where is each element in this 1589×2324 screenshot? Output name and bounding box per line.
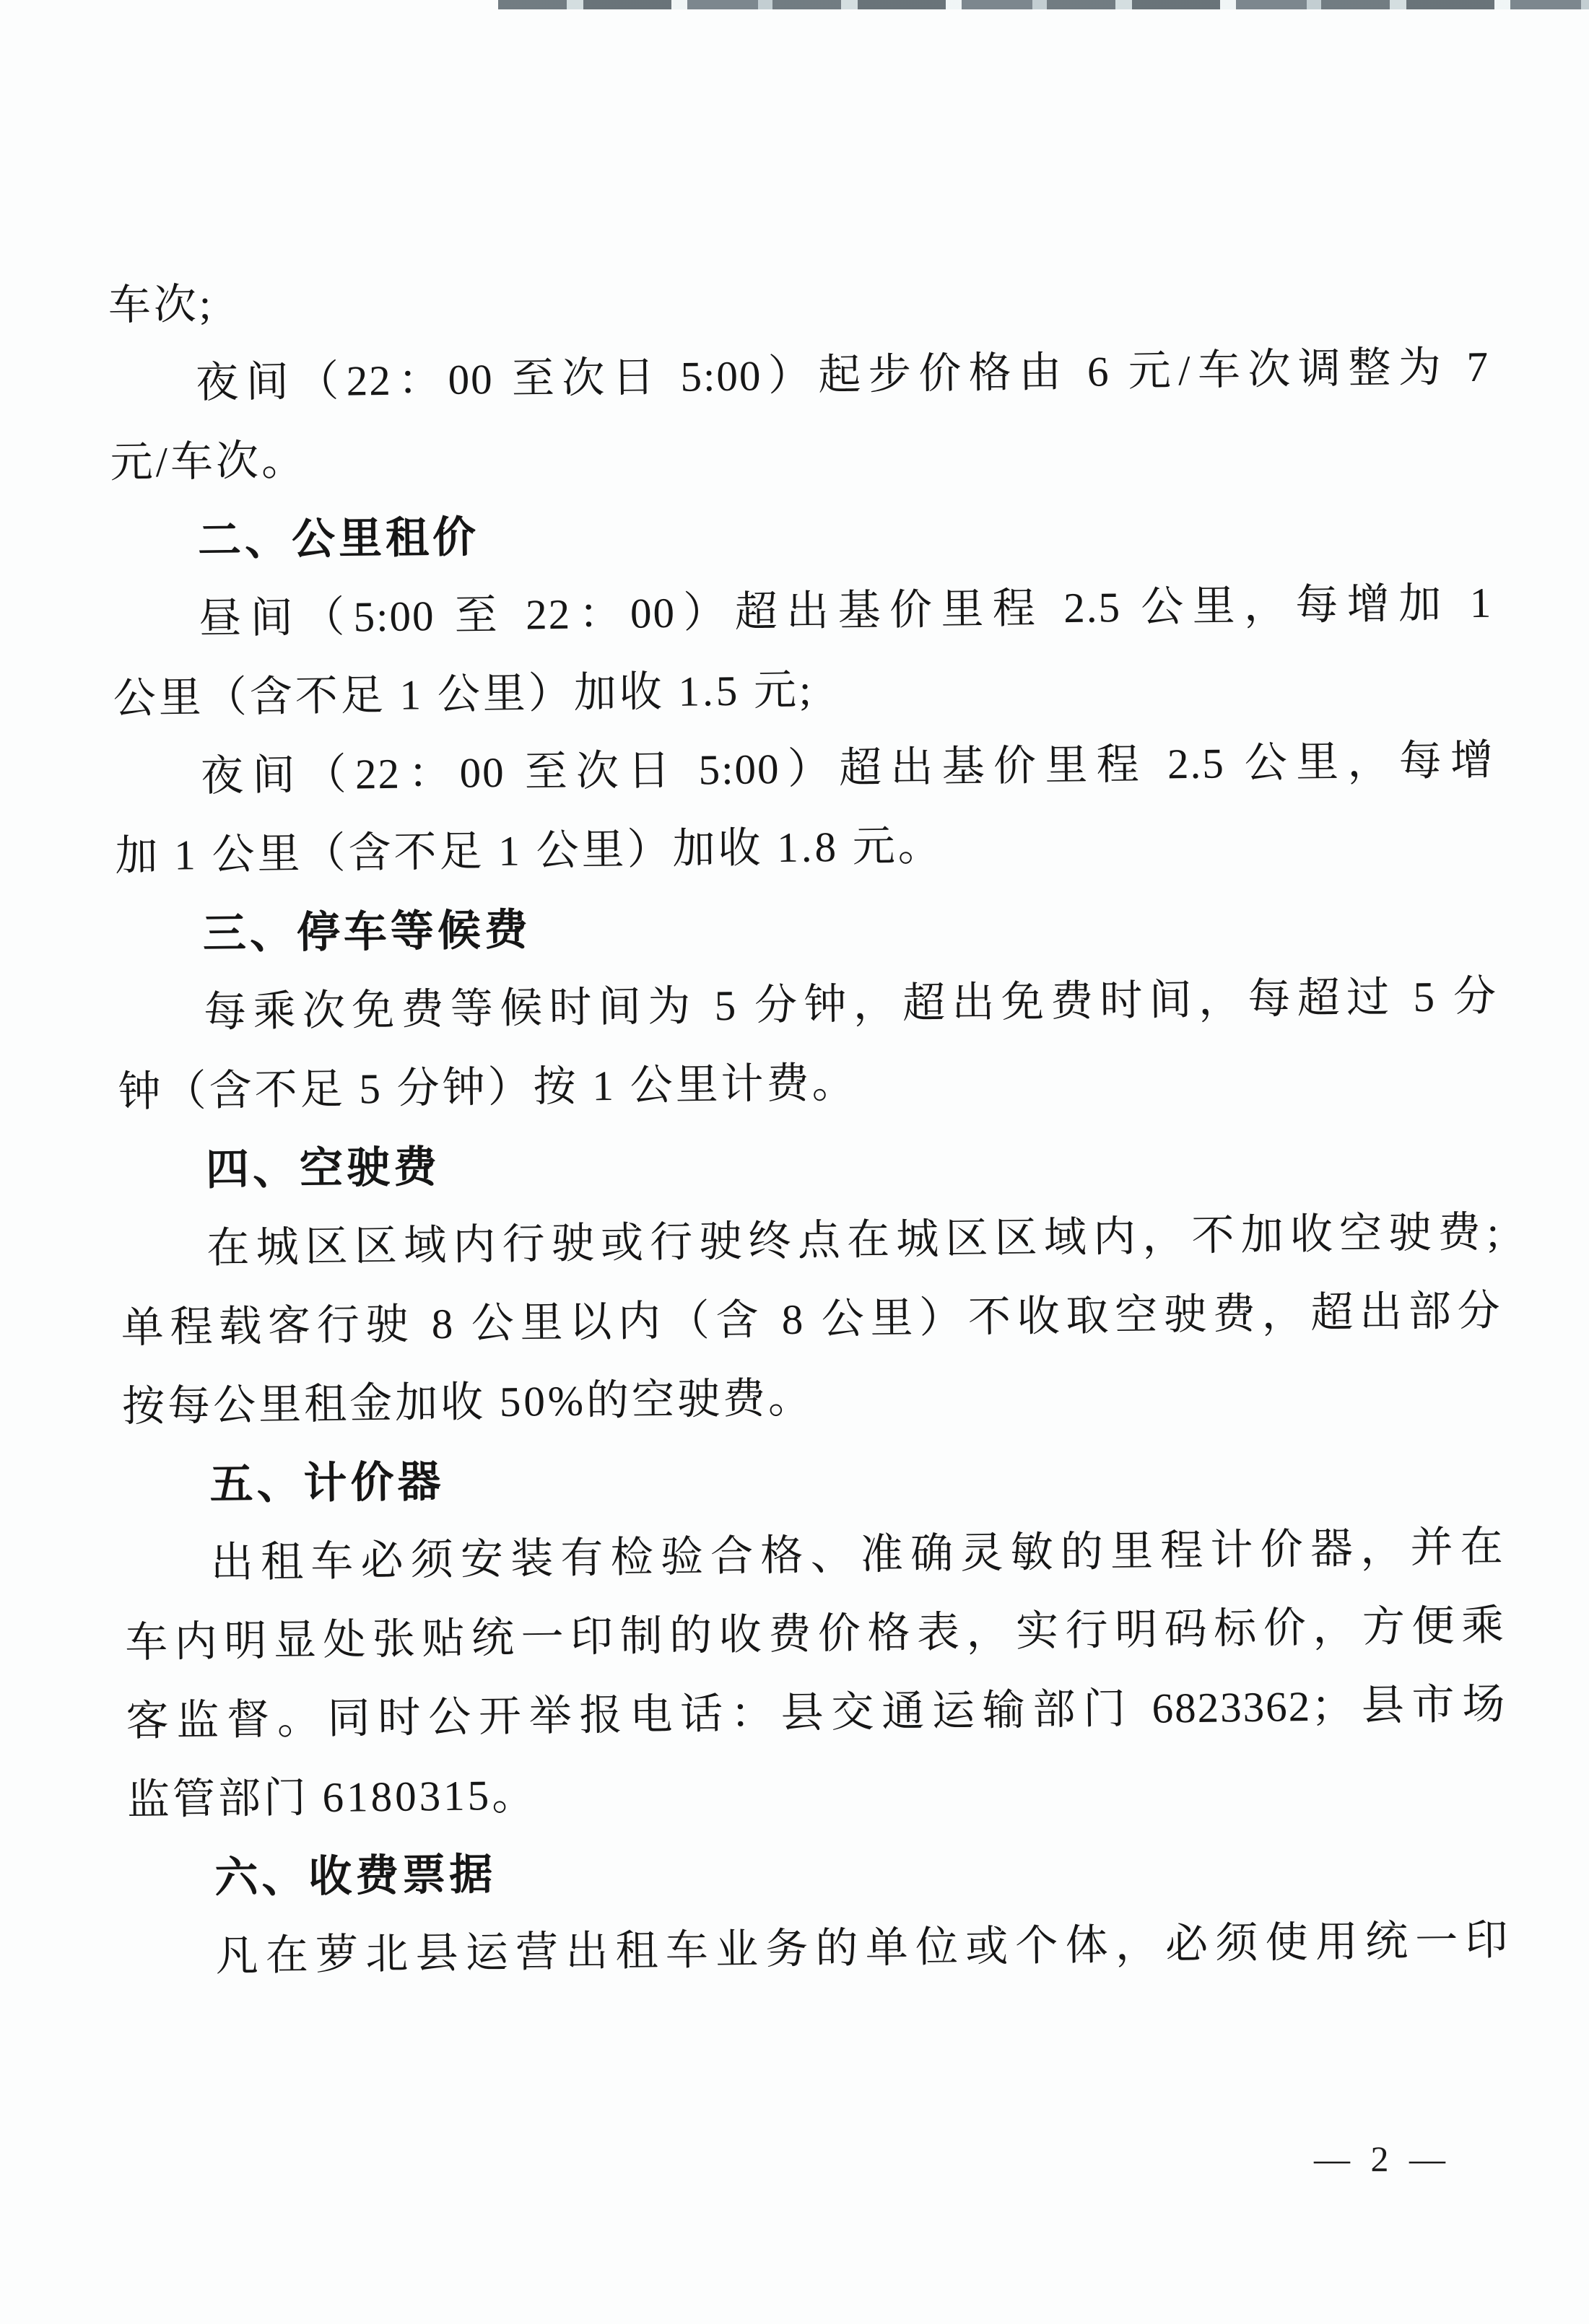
- document-line: 凡在萝北县运营出租车业务的单位或个体，必须使用统一印: [215, 1915, 1510, 1980]
- document-line: 夜间（22：00 至次日 5:00）超出基价里程 2.5 公里，每增: [200, 735, 1495, 800]
- document-line: 公里（含不足 1 公里）加收 1.5 元;: [113, 665, 814, 722]
- document-line: 昼间（5:00 至 22：00）超出基价里程 2.5 公里，每增加 1: [198, 578, 1493, 643]
- section-heading: 三、停车等候费: [202, 905, 532, 958]
- document-line: 客监督。同时公开举报电话：县交通运输部门 6823362；县市场: [126, 1679, 1507, 1745]
- document-line: 单程载客行驶 8 公里以内（含 8 公里）不收取空驶费，超出部分: [121, 1286, 1502, 1352]
- document-line: 出租车必须安装有检验合格、准确灵敏的里程计价器，并在: [210, 1522, 1505, 1587]
- scan-artifact-band: [498, 0, 1589, 9]
- document-line: 夜间（22：00 至次日 5:00）起步价格由 6 元/车次调整为 7: [195, 342, 1490, 407]
- document-line: 钟（含不足 5 分钟）按 1 公里计费。: [118, 1058, 858, 1116]
- page-number: — 2 —: [1314, 2139, 1451, 2179]
- section-heading: 四、空驶费: [205, 1143, 441, 1194]
- document-body: [108, 249, 1510, 1997]
- section-heading: 六、收费票据: [214, 1850, 497, 1903]
- document-line: 加 1 公里（含不足 1 公里）加收 1.8 元。: [115, 821, 944, 880]
- document-line: 车次;: [108, 279, 214, 329]
- document-line: 车内明显处张贴统一印制的收费价格表，实行明码标价，方便乘: [124, 1601, 1506, 1666]
- document-line: 按每公里租金加收 50%的空驶费。: [121, 1373, 814, 1430]
- document-line: 监管部门 6180315。: [126, 1770, 538, 1824]
- document-line: 在城区区域内行驶或行驶终点在城区区域内，不加收空驶费;: [206, 1207, 1501, 1272]
- document-line: 元/车次。: [110, 436, 308, 486]
- document-line: 每乘次免费等候时间为 5 分钟，超出免费时间，每超过 5 分: [203, 971, 1498, 1036]
- section-heading: 五、计价器: [209, 1457, 445, 1509]
- section-heading: 二、公里租价: [197, 512, 480, 565]
